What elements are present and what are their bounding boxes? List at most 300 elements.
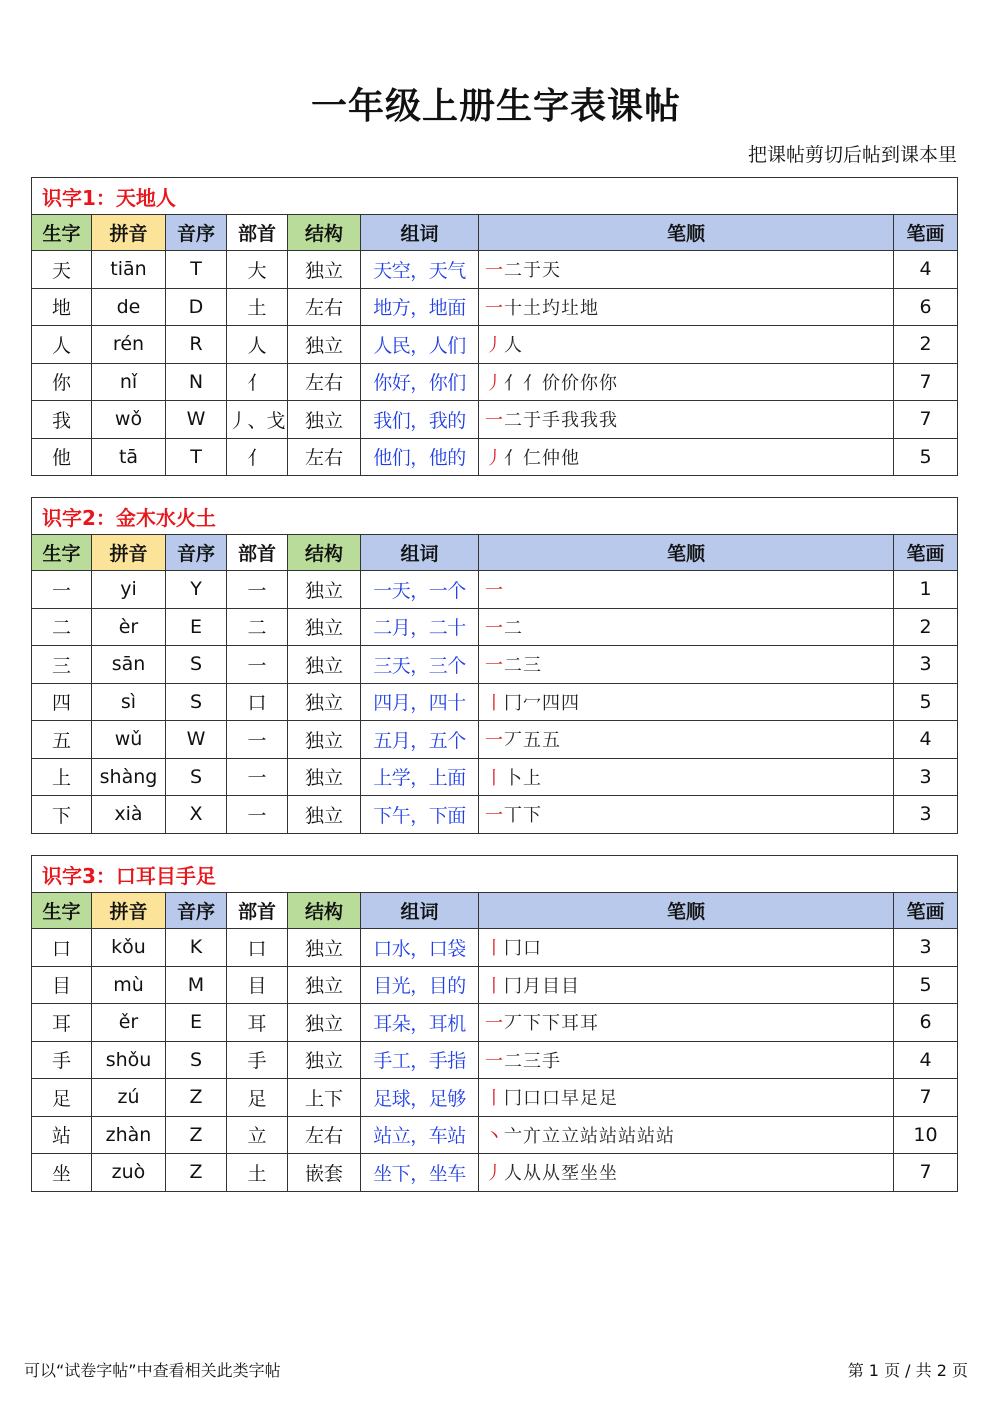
stroke-step: 丿 — [485, 335, 504, 357]
character-table — [31, 497, 958, 834]
cell-stroke-count: 4 — [894, 1041, 958, 1079]
cell-char: 下 — [32, 796, 92, 834]
stroke-step: 我 — [599, 410, 618, 432]
stroke-step: 丆 — [504, 1013, 523, 1035]
cell-stroke-order — [479, 326, 894, 364]
cell-stroke-order — [479, 438, 894, 476]
stroke-step: 坐 — [599, 1163, 618, 1185]
cell-radical: 人 — [227, 326, 288, 364]
cell-words: 口水，口袋 — [361, 929, 479, 967]
stroke-step: 四 — [561, 692, 580, 714]
table-row — [32, 1116, 958, 1154]
cell-words: 上学，上面 — [361, 758, 479, 796]
stroke-step: 站 — [618, 1125, 637, 1147]
character-section — [31, 855, 957, 1192]
stroke-step: 丆 — [504, 730, 523, 752]
table-row — [32, 326, 958, 364]
cell-char: 目 — [32, 966, 92, 1004]
cell-structure: 独立 — [288, 966, 361, 1004]
cell-stroke-order — [479, 571, 894, 609]
cell-words: 目光，目的 — [361, 966, 479, 1004]
cell-stroke-count: 2 — [894, 326, 958, 364]
stroke-step: 卜 — [504, 767, 523, 789]
cell-stroke-count: 7 — [894, 1154, 958, 1192]
stroke-step: 人 — [504, 1163, 523, 1185]
col-char-header: 生字 — [32, 893, 92, 929]
cell-pinyin: nǐ — [92, 363, 166, 401]
cell-radical: 足 — [227, 1079, 288, 1117]
cell-structure: 独立 — [288, 608, 361, 646]
cell-stroke-count: 7 — [894, 401, 958, 439]
cell-stroke-order — [479, 646, 894, 684]
stroke-step: 耳 — [561, 1013, 580, 1035]
stroke-step: 价 — [542, 372, 561, 394]
cell-stroke-count: 5 — [894, 966, 958, 1004]
cell-structure: 独立 — [288, 326, 361, 364]
cell-letter: Z — [166, 1079, 227, 1117]
table-row — [32, 363, 958, 401]
cell-letter: Z — [166, 1116, 227, 1154]
stroke-step: 人 — [504, 335, 523, 357]
cell-words: 一天，一个 — [361, 571, 479, 609]
cell-structure: 独立 — [288, 721, 361, 759]
stroke-step: 亻 — [523, 372, 542, 394]
cell-stroke-order — [479, 1154, 894, 1192]
stroke-step: 二 — [504, 1050, 523, 1072]
stroke-step: 四 — [542, 692, 561, 714]
col-words-header: 组词 — [361, 535, 479, 571]
stroke-step: 土 — [523, 297, 542, 319]
section-title: 识字2：金木水火土 — [32, 498, 958, 535]
stroke-step: 一 — [485, 730, 504, 752]
col-pinyin-header: 拼音 — [92, 893, 166, 929]
table-row — [32, 796, 958, 834]
character-section — [31, 177, 957, 476]
stroke-step: 亠 — [504, 1125, 523, 1147]
cell-structure: 上下 — [288, 1079, 361, 1117]
col-strokes-header: 笔顺 — [479, 215, 894, 251]
col-words-header: 组词 — [361, 215, 479, 251]
col-words-header: 组词 — [361, 893, 479, 929]
cell-stroke-order — [479, 1004, 894, 1042]
cell-char: 手 — [32, 1041, 92, 1079]
stroke-step: 地 — [580, 297, 599, 319]
cell-stroke-order — [479, 288, 894, 326]
cell-pinyin: sì — [92, 683, 166, 721]
cell-char: 我 — [32, 401, 92, 439]
cell-stroke-count: 7 — [894, 363, 958, 401]
cell-char: 口 — [32, 929, 92, 967]
stroke-step: 一 — [485, 655, 504, 677]
table-row — [32, 608, 958, 646]
stroke-step: 耳 — [580, 1013, 599, 1035]
stroke-step: 价 — [561, 372, 580, 394]
section-title: 识字1：天地人 — [32, 178, 958, 215]
section-title: 识字3：口耳目手足 — [32, 856, 958, 893]
stroke-step: 丶 — [485, 1125, 504, 1147]
cell-structure: 左右 — [288, 438, 361, 476]
table-row — [32, 438, 958, 476]
cell-structure: 左右 — [288, 1116, 361, 1154]
cell-stroke-order — [479, 1116, 894, 1154]
table-row — [32, 571, 958, 609]
stroke-step: 冂 — [504, 1088, 523, 1110]
cell-radical: 土 — [227, 288, 288, 326]
col-pinyin-header: 拼音 — [92, 535, 166, 571]
stroke-step: 足 — [580, 1088, 599, 1110]
cell-stroke-order — [479, 401, 894, 439]
cell-letter: W — [166, 721, 227, 759]
col-radical-header: 部首 — [227, 893, 288, 929]
cell-letter: S — [166, 758, 227, 796]
cell-letter: Z — [166, 1154, 227, 1192]
cell-char: 上 — [32, 758, 92, 796]
cell-letter: S — [166, 646, 227, 684]
col-radical-header: 部首 — [227, 215, 288, 251]
cell-words: 足球，足够 — [361, 1079, 479, 1117]
stroke-step: 冖 — [523, 692, 542, 714]
stroke-step: 坐 — [580, 1163, 599, 1185]
cell-stroke-order — [479, 796, 894, 834]
stroke-step: 足 — [599, 1088, 618, 1110]
cell-structure: 左右 — [288, 288, 361, 326]
cell-stroke-order — [479, 721, 894, 759]
stroke-step: 丨 — [485, 1088, 504, 1110]
cell-stroke-count: 1 — [894, 571, 958, 609]
stroke-step: 口 — [523, 1088, 542, 1110]
stroke-step: 仁 — [523, 447, 542, 469]
cell-structure: 独立 — [288, 1041, 361, 1079]
col-letter-header: 音序 — [166, 215, 227, 251]
cell-stroke-count: 7 — [894, 1079, 958, 1117]
cell-pinyin: ěr — [92, 1004, 166, 1042]
cell-stroke-order — [479, 683, 894, 721]
cell-pinyin: zhàn — [92, 1116, 166, 1154]
stroke-step: 丨 — [485, 767, 504, 789]
cell-pinyin: mù — [92, 966, 166, 1004]
stroke-step: 上 — [523, 767, 542, 789]
stroke-step: 一 — [485, 410, 504, 432]
cell-char: 耳 — [32, 1004, 92, 1042]
cell-pinyin: tiān — [92, 251, 166, 289]
stroke-step: 亻 — [504, 372, 523, 394]
table-row — [32, 721, 958, 759]
cell-pinyin: de — [92, 288, 166, 326]
cell-radical: 耳 — [227, 1004, 288, 1042]
cell-stroke-count: 4 — [894, 721, 958, 759]
stroke-step: 冂 — [504, 692, 523, 714]
col-char-header: 生字 — [32, 535, 92, 571]
stroke-step: 三 — [523, 655, 542, 677]
stroke-step: 二 — [504, 617, 523, 639]
col-pinyin-header: 拼音 — [92, 215, 166, 251]
col-letter-header: 音序 — [166, 893, 227, 929]
cell-char: 天 — [32, 251, 92, 289]
cell-radical: 亻 — [227, 438, 288, 476]
cell-letter: T — [166, 438, 227, 476]
cell-words: 耳朵，耳机 — [361, 1004, 479, 1042]
page-number: 第 1 页 / 共 2 页 — [847, 1361, 968, 1380]
cell-structure: 独立 — [288, 796, 361, 834]
stroke-step: 一 — [485, 617, 504, 639]
cell-structure: 独立 — [288, 571, 361, 609]
stroke-step: 一 — [485, 580, 504, 602]
cell-words: 手工，手指 — [361, 1041, 479, 1079]
cell-words: 你好，你们 — [361, 363, 479, 401]
cell-stroke-count: 5 — [894, 438, 958, 476]
cell-char: 坐 — [32, 1154, 92, 1192]
cell-letter: X — [166, 796, 227, 834]
col-count-header: 笔画 — [894, 535, 958, 571]
cell-radical: 立 — [227, 1116, 288, 1154]
stroke-step: 从 — [542, 1163, 561, 1185]
cell-letter: E — [166, 608, 227, 646]
cell-stroke-count: 3 — [894, 758, 958, 796]
cell-stroke-count: 6 — [894, 288, 958, 326]
cell-pinyin: xià — [92, 796, 166, 834]
stroke-step: 天 — [542, 260, 561, 282]
table-row — [32, 1079, 958, 1117]
cell-letter: S — [166, 683, 227, 721]
table-row — [32, 251, 958, 289]
cell-stroke-order — [479, 929, 894, 967]
col-letter-header: 音序 — [166, 535, 227, 571]
cell-stroke-order — [479, 1079, 894, 1117]
cell-words: 人民，人们 — [361, 326, 479, 364]
cell-structure: 独立 — [288, 251, 361, 289]
cell-stroke-count: 10 — [894, 1116, 958, 1154]
cell-stroke-count: 3 — [894, 796, 958, 834]
cell-letter: D — [166, 288, 227, 326]
stroke-step: 立 — [542, 1125, 561, 1147]
cell-radical: 一 — [227, 758, 288, 796]
stroke-step: 口 — [523, 938, 542, 960]
cell-pinyin: shàng — [92, 758, 166, 796]
stroke-step: 口 — [542, 1088, 561, 1110]
cell-radical: 大 — [227, 251, 288, 289]
cell-words: 我们，我的 — [361, 401, 479, 439]
stroke-step: 二 — [504, 655, 523, 677]
stroke-step: 下 — [523, 805, 542, 827]
stroke-step: 你 — [580, 372, 599, 394]
character-table — [31, 855, 958, 1192]
cell-char: 四 — [32, 683, 92, 721]
cell-pinyin: èr — [92, 608, 166, 646]
stroke-step: 一 — [485, 297, 504, 319]
col-strokes-header: 笔顺 — [479, 893, 894, 929]
col-radical-header: 部首 — [227, 535, 288, 571]
cell-letter: S — [166, 1041, 227, 1079]
stroke-step: 站 — [580, 1125, 599, 1147]
stroke-step: 手 — [542, 1050, 561, 1072]
stroke-step: 一 — [485, 260, 504, 282]
stroke-step: 手 — [542, 410, 561, 432]
stroke-step: 早 — [561, 1088, 580, 1110]
cell-pinyin: zuò — [92, 1154, 166, 1192]
cell-stroke-order — [479, 758, 894, 796]
character-section — [31, 497, 957, 834]
stroke-step: 下 — [542, 1013, 561, 1035]
cell-char: 一 — [32, 571, 92, 609]
stroke-step: 丨 — [485, 975, 504, 997]
table-row — [32, 683, 958, 721]
cell-radical: 口 — [227, 683, 288, 721]
cell-stroke-count: 6 — [894, 1004, 958, 1042]
stroke-step: 他 — [561, 447, 580, 469]
stroke-step: 你 — [599, 372, 618, 394]
table-row — [32, 1041, 958, 1079]
stroke-step: 下 — [523, 1013, 542, 1035]
stroke-step: 亣 — [523, 1125, 542, 1147]
cell-stroke-order — [479, 608, 894, 646]
cell-structure: 独立 — [288, 646, 361, 684]
cell-stroke-order — [479, 966, 894, 1004]
cell-stroke-count: 2 — [894, 608, 958, 646]
stroke-step: 从 — [523, 1163, 542, 1185]
col-structure-header: 结构 — [288, 893, 361, 929]
cell-radical: 一 — [227, 571, 288, 609]
cell-char: 地 — [32, 288, 92, 326]
cell-words: 二月，二十 — [361, 608, 479, 646]
cell-words: 五月，五个 — [361, 721, 479, 759]
page-title: 一年级上册生字表课帖 — [310, 86, 681, 127]
cell-radical: 二 — [227, 608, 288, 646]
cell-char: 他 — [32, 438, 92, 476]
stroke-step: 丿 — [485, 447, 504, 469]
col-count-header: 笔画 — [894, 893, 958, 929]
stroke-step: 仲 — [542, 447, 561, 469]
cell-char: 人 — [32, 326, 92, 364]
cell-radical: 手 — [227, 1041, 288, 1079]
stroke-step: 丨 — [485, 692, 504, 714]
stroke-step: 于 — [523, 410, 542, 432]
stroke-step: 十 — [504, 297, 523, 319]
cell-words: 站立，车站 — [361, 1116, 479, 1154]
cell-letter: R — [166, 326, 227, 364]
stroke-step: 圴 — [542, 297, 561, 319]
cell-structure: 嵌套 — [288, 1154, 361, 1192]
cell-pinyin: rén — [92, 326, 166, 364]
cell-pinyin: kǒu — [92, 929, 166, 967]
stroke-step: 一 — [485, 1050, 504, 1072]
page-subtitle: 把课帖剪切后帖到课本里 — [747, 144, 957, 166]
cell-words: 坐下，坐车 — [361, 1154, 479, 1192]
cell-stroke-count: 3 — [894, 646, 958, 684]
cell-words: 下午，下面 — [361, 796, 479, 834]
cell-pinyin: zú — [92, 1079, 166, 1117]
cell-letter: K — [166, 929, 227, 967]
cell-letter: T — [166, 251, 227, 289]
stroke-step: 二 — [504, 410, 523, 432]
cell-stroke-order — [479, 1041, 894, 1079]
col-structure-header: 结构 — [288, 535, 361, 571]
cell-words: 天空，天气 — [361, 251, 479, 289]
cell-char: 站 — [32, 1116, 92, 1154]
cell-radical: 丿、戈 — [227, 401, 288, 439]
cell-structure: 左右 — [288, 363, 361, 401]
cell-char: 足 — [32, 1079, 92, 1117]
table-row — [32, 1154, 958, 1192]
stroke-step: 冂 — [504, 975, 523, 997]
cell-letter: N — [166, 363, 227, 401]
stroke-step: 冂 — [504, 938, 523, 960]
cell-radical: 一 — [227, 646, 288, 684]
cell-letter: M — [166, 966, 227, 1004]
cell-structure: 独立 — [288, 758, 361, 796]
cell-letter: W — [166, 401, 227, 439]
cell-words: 三天，三个 — [361, 646, 479, 684]
cell-pinyin: sān — [92, 646, 166, 684]
table-row — [32, 646, 958, 684]
stroke-step: 丿 — [485, 372, 504, 394]
cell-char: 五 — [32, 721, 92, 759]
col-structure-header: 结构 — [288, 215, 361, 251]
cell-stroke-count: 4 — [894, 251, 958, 289]
stroke-step: 我 — [580, 410, 599, 432]
stroke-step: 圵 — [561, 297, 580, 319]
cell-char: 你 — [32, 363, 92, 401]
table-row — [32, 758, 958, 796]
table-row — [32, 966, 958, 1004]
cell-pinyin: tā — [92, 438, 166, 476]
stroke-step: 站 — [599, 1125, 618, 1147]
table-row — [32, 929, 958, 967]
stroke-step: 月 — [523, 975, 542, 997]
stroke-step: 五 — [523, 730, 542, 752]
col-strokes-header: 笔顺 — [479, 535, 894, 571]
table-row — [32, 401, 958, 439]
stroke-step: 于 — [523, 260, 542, 282]
cell-pinyin: shǒu — [92, 1041, 166, 1079]
cell-stroke-order — [479, 251, 894, 289]
cell-char: 三 — [32, 646, 92, 684]
cell-stroke-count: 5 — [894, 683, 958, 721]
table-row — [32, 1004, 958, 1042]
cell-letter: Y — [166, 571, 227, 609]
cell-pinyin: wǔ — [92, 721, 166, 759]
cell-radical: 目 — [227, 966, 288, 1004]
cell-words: 四月，四十 — [361, 683, 479, 721]
stroke-step: 一 — [485, 805, 504, 827]
stroke-step: 站 — [637, 1125, 656, 1147]
character-table — [31, 177, 958, 476]
col-char-header: 生字 — [32, 215, 92, 251]
stroke-step: 㘸 — [561, 1163, 580, 1185]
stroke-step: 丿 — [485, 1163, 504, 1185]
cell-stroke-order — [479, 363, 894, 401]
stroke-step: 二 — [504, 260, 523, 282]
stroke-step: 目 — [561, 975, 580, 997]
cell-structure: 独立 — [288, 929, 361, 967]
stroke-step: 丅 — [504, 805, 523, 827]
table-row — [32, 288, 958, 326]
cell-pinyin: wǒ — [92, 401, 166, 439]
stroke-step: 我 — [561, 410, 580, 432]
cell-pinyin: yi — [92, 571, 166, 609]
cell-radical: 土 — [227, 1154, 288, 1192]
stroke-step: 亻 — [504, 447, 523, 469]
cell-words: 他们，他的 — [361, 438, 479, 476]
stroke-step: 目 — [542, 975, 561, 997]
col-count-header: 笔画 — [894, 215, 958, 251]
cell-radical: 口 — [227, 929, 288, 967]
stroke-step: 三 — [523, 1050, 542, 1072]
stroke-step: 一 — [485, 1013, 504, 1035]
cell-radical: 一 — [227, 721, 288, 759]
cell-radical: 一 — [227, 796, 288, 834]
cell-words: 地方，地面 — [361, 288, 479, 326]
stroke-step: 五 — [542, 730, 561, 752]
